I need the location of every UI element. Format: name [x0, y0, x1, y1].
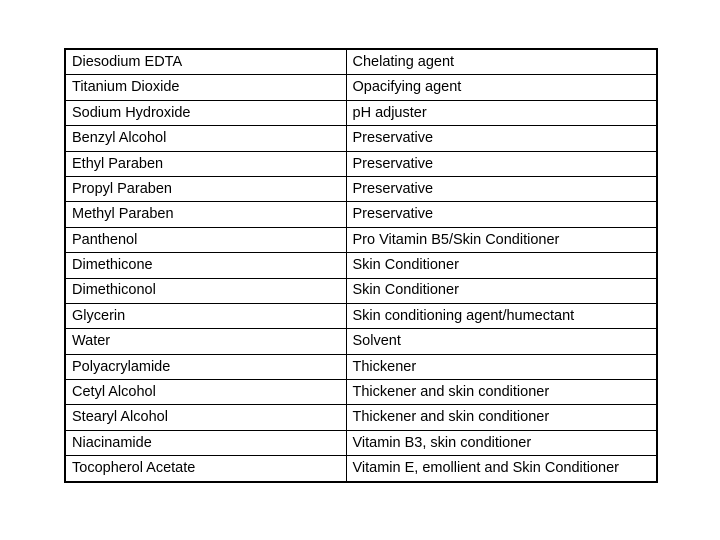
ingredient-cell: Propyl Paraben	[65, 176, 346, 201]
ingredient-cell: Cetyl Alcohol	[65, 380, 346, 405]
ingredient-cell: Sodium Hydroxide	[65, 100, 346, 125]
function-cell: Preservative	[346, 151, 657, 176]
function-cell: Preservative	[346, 176, 657, 201]
function-cell: Vitamin E, emollient and Skin Conditioner	[346, 456, 657, 482]
function-cell: Skin conditioning agent/humectant	[346, 303, 657, 328]
table-row	[65, 176, 657, 201]
ingredient-cell: Glycerin	[65, 303, 346, 328]
function-cell: Opacifying agent	[346, 75, 657, 100]
table-row	[65, 75, 657, 100]
ingredient-cell: Dimethicone	[65, 253, 346, 278]
table-row	[65, 278, 657, 303]
ingredient-cell: Ethyl Paraben	[65, 151, 346, 176]
function-cell: Chelating agent	[346, 49, 657, 75]
ingredient-cell: Dimethiconol	[65, 278, 346, 303]
table-row	[65, 303, 657, 328]
ingredient-cell: Tocopherol Acetate	[65, 456, 346, 482]
function-cell: Thickener and skin conditioner	[346, 380, 657, 405]
table-row	[65, 456, 657, 482]
function-cell: Skin Conditioner	[346, 278, 657, 303]
table-row	[65, 354, 657, 379]
table-row	[65, 430, 657, 455]
ingredient-cell: Water	[65, 329, 346, 354]
function-cell: Vitamin B3, skin conditioner	[346, 430, 657, 455]
ingredient-cell: Polyacrylamide	[65, 354, 346, 379]
ingredient-cell: Methyl Paraben	[65, 202, 346, 227]
table-row	[65, 405, 657, 430]
function-cell: Preservative	[346, 202, 657, 227]
table-body	[65, 49, 657, 482]
function-cell: Thickener	[346, 354, 657, 379]
ingredient-function-table	[64, 48, 658, 483]
table-row	[65, 227, 657, 252]
ingredient-cell: Stearyl Alcohol	[65, 405, 346, 430]
function-cell: Solvent	[346, 329, 657, 354]
function-cell: Skin Conditioner	[346, 253, 657, 278]
ingredient-cell: Benzyl Alcohol	[65, 126, 346, 151]
ingredient-cell: Panthenol	[65, 227, 346, 252]
ingredient-cell: Diesodium EDTA	[65, 49, 346, 75]
table-row	[65, 329, 657, 354]
table-row	[65, 100, 657, 125]
table-row	[65, 202, 657, 227]
table-row	[65, 49, 657, 75]
function-cell: Thickener and skin conditioner	[346, 405, 657, 430]
ingredient-cell: Titanium Dioxide	[65, 75, 346, 100]
table-row	[65, 253, 657, 278]
table-row	[65, 151, 657, 176]
function-cell: Preservative	[346, 126, 657, 151]
table-row	[65, 380, 657, 405]
function-cell: Pro Vitamin B5/Skin Conditioner	[346, 227, 657, 252]
table-row	[65, 126, 657, 151]
function-cell: pH adjuster	[346, 100, 657, 125]
ingredient-cell: Niacinamide	[65, 430, 346, 455]
